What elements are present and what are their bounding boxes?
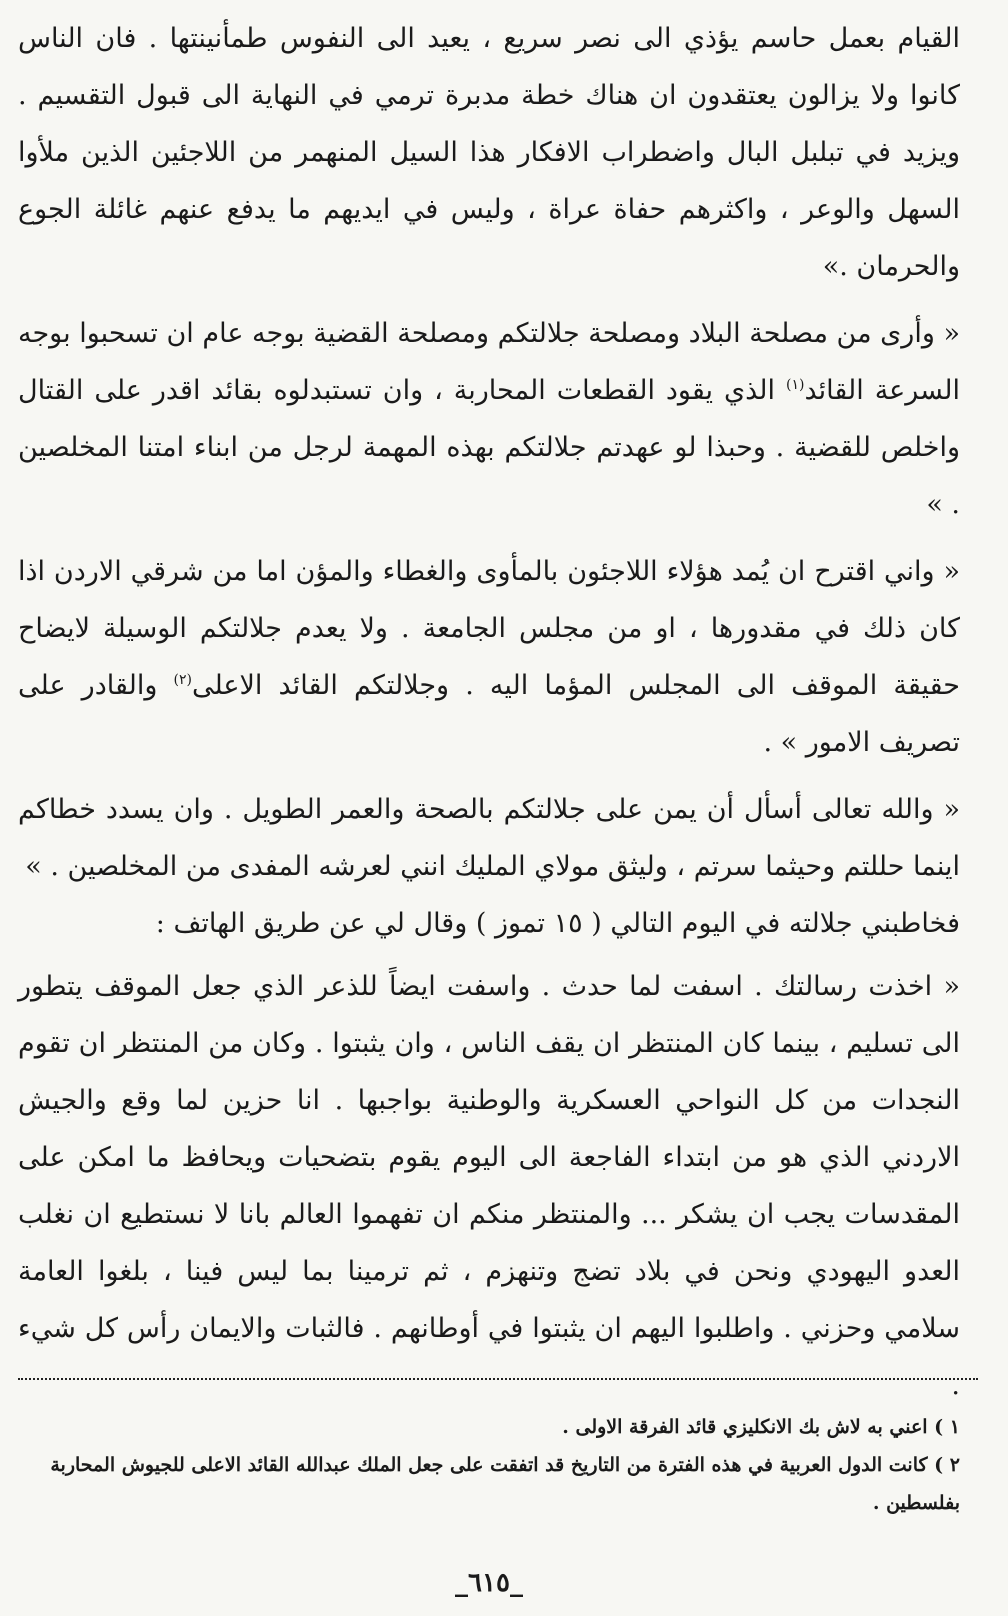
footnote-area <box>18 0 960 1616</box>
paragraph-4: « والله تعالى أسأل أن يمن على جلالتكم بالصحة والعمر الطويل . وان يسدد خطاكم اينما حللتم وحيثما سرتم ، وليثق مولاي المليك انني لعرشه المفدى من المخلصين . » <box>18 794 960 882</box>
paragraph-6: « اخذت رسالتك . اسفت لما حدث . واسفت ايضاً للذعر الذي جعل الموقف يتطور الى تسليم ، بينما كان المنتظر ان يقف الناس ، وان يثبتوا . وكان من المنتظر ان تقوم النجدات من كل النواحي العسكرية والوطنية بواجبها . انا حزين لما وقع والجيش الاردني الذي هو من ابتداء الفاجعة الى اليوم يقوم بتضحيات ويحافظ ما امكن على المقدسات يجب ان يشكر ... والمنتظر منكم ان تفهموا العالم بانا لا نستطيع ان نغلب العدو اليهودي ونحن في بلاد تضج وتنهزم ، ثم ترمينا بما ليس فينا ، بلغوا العامة سلامي وحزني . واطلبوا اليهم ان يثبتوا في أوطانهم . فالثبات والايمان رأس كل شيء . <box>18 971 960 1401</box>
footnote-2: ٢ ) كانت الدول العربية في هذه الفترة من التاريخ قد اتفقت على جعل الملك عبدالله القائد الاعلى للجيوش المحاربة بفلسطين . <box>50 1454 960 1514</box>
paragraph-3-tail: والقادر على تصريف الامور » . <box>18 670 960 758</box>
footnote-1: ١ ) اعني به لاش بك الانكليزي قائد الفرقة الاولى . <box>562 1416 960 1438</box>
page-number: _٦١٥_ <box>455 1568 523 1598</box>
footnotes <box>18 1408 960 1522</box>
paragraph-2-tail: الذي يقود القطعات المحاربة ، وان تستبدلوه بقائد اقدر على القتال واخلص للقضية . وحبذا لو عهدتم جلالتكم بهذه المهمة لرجل من ابناء امتنا المخلصين . » <box>18 375 960 520</box>
paragraph-3-head: « واني اقترح ان يُمد هؤلاء اللاجئون بالمأوى والغطاء والمؤن اما من شرقي الاردن اذا كان ذلك في مقدورها ، او من مجلس الجامعة . ولا يعدم جلالتكم الوسيلة لايضاح حقيقة الموقف الى المجلس المؤما اليه . وجلالتكم القائد الاعلى <box>18 556 960 701</box>
footnote-ref-2: (٢) <box>173 672 192 688</box>
footnote-ref-1: (١) <box>785 377 805 393</box>
paragraph-5: فخاطبني جلالته في اليوم التالي ( ١٥ تموز ) وقال لي عن طريق الهاتف : <box>155 908 960 939</box>
paragraph-1: القيام بعمل حاسم يؤذي الى نصر سريع ، يعيد الى النفوس طمأنينتها . فان الناس كانوا ولا يزالون يعتقدون ان هناك خطة مدبرة ترمي في النهاية الى قبول التقسيم . ويزيد في تبلبل البال واضطراب الافكار هذا السيل المنهمر من اللاجئين الذين ملأوا السهل والوعر ، واكثرهم حفاة عراة ، وليس في ايديهم ما يدفع عنهم غائلة الجوع والحرمان .» <box>18 23 961 282</box>
paragraph-2-head: « وأرى من مصلحة البلاد ومصلحة جلالتكم ومصلحة القضية بوجه عام ان تسحبوا بوجه السرعة القائد <box>18 318 961 406</box>
